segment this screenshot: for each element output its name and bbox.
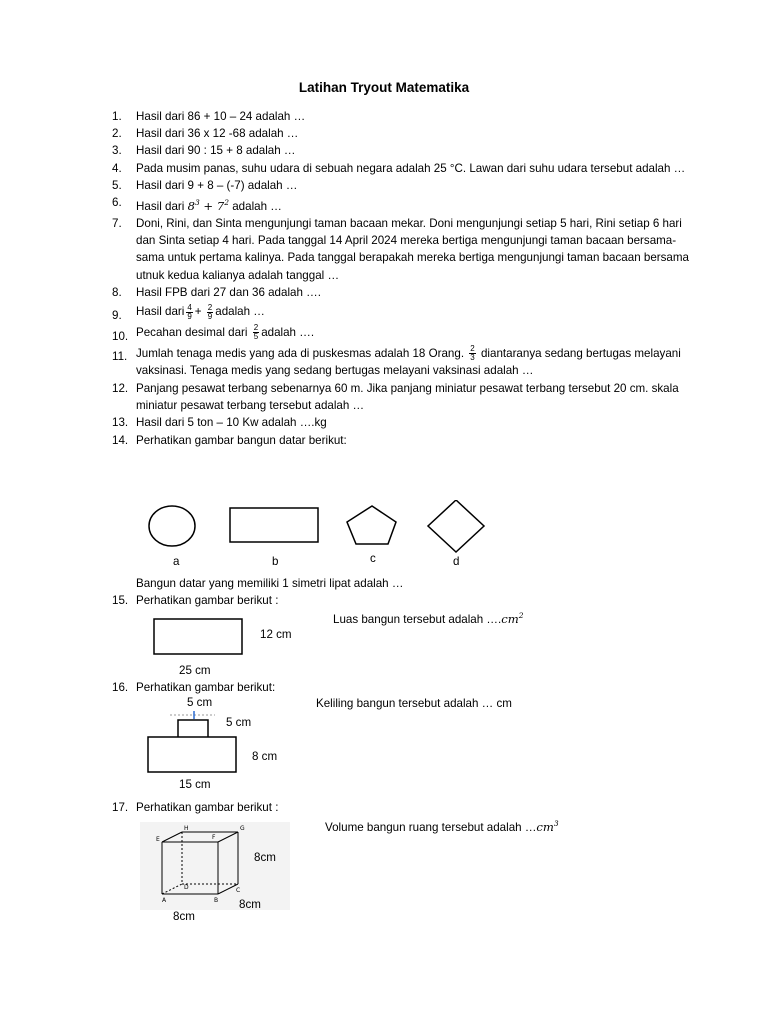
question-text: Hasil dari 5 ton – 10 Kw adalah ….kg bbox=[136, 416, 327, 430]
fraction: $\frac{2}{3}$ bbox=[470, 344, 475, 363]
shape-label-d: d bbox=[453, 555, 460, 568]
question-number: 5. bbox=[112, 178, 122, 192]
question-16-text: Perhatikan gambar berikut: bbox=[136, 681, 276, 694]
rectangle-figure bbox=[150, 615, 250, 660]
question-text: Panjang pesawat terbang sebenarnya 60 m. Jika panjang miniatur pesawat terbang tersebut 20 cm. skala miniatur pesawat terbang tersebut adalah … bbox=[136, 381, 679, 413]
shape-label-b: b bbox=[272, 555, 279, 568]
vertex-H: H bbox=[184, 825, 189, 832]
fraction: $\frac{2}{5}$ bbox=[253, 322, 259, 341]
question-number: 1. bbox=[112, 110, 122, 123]
question-15-text: Perhatikan gambar berikut : bbox=[136, 594, 279, 607]
question-number: 15. bbox=[112, 594, 129, 607]
question-text: Hasil FPB dari 27 dan 36 adalah …. bbox=[136, 285, 321, 299]
rhombus-shape bbox=[428, 500, 484, 552]
question-1 bbox=[112, 108, 692, 125]
question-number: 8. bbox=[112, 285, 122, 299]
top-height-label: 5 cm bbox=[226, 716, 252, 729]
question-text: Hasil dari 86 + 10 – 24 adalah … bbox=[136, 110, 306, 123]
question-15-prompt: Luas bangun tersebut adalah $\dots.cm^2$ bbox=[333, 611, 524, 626]
question-6: 6. Hasil dari $8^3 + 7^2$ adalah … bbox=[112, 196, 282, 213]
question-14 bbox=[112, 432, 692, 449]
vertex-E: E bbox=[156, 836, 160, 843]
rectangle-width-label: 25 cm bbox=[179, 664, 211, 677]
question-text: Hasil dari 90 : 15 + 8 adalah … bbox=[136, 144, 296, 158]
question-number: 13. bbox=[112, 416, 129, 430]
rectangle-height-label: 12 cm bbox=[260, 628, 292, 641]
cube-height-label: 8cm bbox=[254, 851, 276, 864]
question-number: 11. bbox=[112, 349, 128, 363]
question-text: Perhatikan gambar bangun datar berikut: bbox=[136, 433, 347, 447]
question-10: 10. Pecahan desimal dari $\frac{2}{5}$ adalah …. bbox=[112, 324, 692, 341]
question-17-text: Perhatikan gambar berikut : bbox=[136, 801, 279, 814]
fraction: $\frac{4}{9}$ bbox=[187, 302, 192, 321]
cube-depth-label: 8cm bbox=[239, 898, 261, 911]
question-7 bbox=[112, 215, 692, 284]
question-list bbox=[112, 108, 692, 449]
question-4 bbox=[112, 160, 692, 177]
page-title: Latihan Tryout Matematika bbox=[298, 80, 470, 95]
large-rectangle-shape bbox=[148, 737, 236, 772]
question-12 bbox=[112, 380, 692, 414]
question-number: 14. bbox=[112, 433, 129, 447]
question-5 bbox=[112, 177, 692, 194]
top-width-label: 5 cm bbox=[187, 696, 213, 709]
question-number: 7. bbox=[112, 217, 122, 231]
small-rectangle-shape bbox=[178, 720, 208, 737]
question-16-prompt: Keliling bangun tersebut adalah … cm bbox=[316, 697, 512, 710]
shape-label-a: a bbox=[173, 555, 180, 568]
question-number: 2. bbox=[112, 127, 122, 141]
question-11: 11. Jumlah tenaga medis yang ada di puskesmas adalah 18 Orang. $\frac{2}{3}$ diantaranya sedang bertugas melayani vaksinasi. Tenaga medis yang sedang bertugas melayani vaksinasi adalah … bbox=[112, 344, 681, 378]
math-expression: $8^3 + 7^2$ bbox=[187, 198, 229, 213]
plane-shapes-figure bbox=[140, 500, 490, 575]
question-2 bbox=[112, 125, 692, 142]
question-text: Pada musim panas, suhu udara di sebuah negara adalah 25 °C. Lawan dari suhu udara tersebut adalah … bbox=[136, 161, 686, 175]
question-number: 12. bbox=[112, 381, 129, 395]
vertex-G: G bbox=[240, 825, 245, 832]
vertex-F: F bbox=[212, 834, 216, 841]
fraction: $\frac{2}{9}$ bbox=[207, 302, 213, 321]
question-text: Hasil dari 9 + 8 – (-7) adalah … bbox=[136, 178, 298, 192]
question-number: 4. bbox=[112, 161, 122, 175]
question-number: 6. bbox=[112, 196, 122, 210]
shape-label-c: c bbox=[370, 552, 376, 565]
question-text: Doni, Rini, dan Sinta mengunjungi taman bacaan mekar. Doni mengunjungi setiap 5 hari, Rini setiap 6 hari dan Sinta setiap 4 hari. Pada tanggal 14 April 2024 mereka bertiga mengunjungi taman bacaan bersama-sama untuk pertama kalinya. Pada tanggal berapakah mereka bertiga mengunjungi taman bacaan bersama utnuk kedua kalianya adalah tanggal … bbox=[136, 217, 689, 282]
question-number: 3. bbox=[112, 144, 122, 158]
question-text: Hasil dari 36 x 12 -68 adalah … bbox=[136, 127, 299, 141]
vertex-A: A bbox=[162, 897, 167, 904]
vertex-D: D bbox=[184, 884, 189, 891]
question-9: 9. Hasil dari $\frac{4}{9}$ + $\frac{2}{9}$ adalah … bbox=[112, 303, 692, 320]
pentagon-shape bbox=[347, 506, 396, 544]
question-number: 10. bbox=[112, 329, 129, 343]
right-height-label: 8 cm bbox=[252, 750, 278, 763]
rectangle-shape bbox=[230, 508, 318, 542]
bottom-width-label: 15 cm bbox=[179, 778, 211, 791]
question-number: 16. bbox=[112, 681, 129, 694]
rectangle-shape bbox=[154, 619, 242, 654]
vertex-C: C bbox=[236, 887, 241, 894]
vertex-B: B bbox=[214, 897, 219, 904]
question-number: 9. bbox=[112, 309, 122, 323]
question-text: Hasil dari bbox=[136, 199, 185, 213]
question-17-prompt: Volume bangun ruang tersebut adalah $\dots cm^3$ bbox=[325, 819, 559, 834]
question-14-prompt: Bangun datar yang memiliki 1 simetri lipat adalah … bbox=[136, 577, 404, 590]
question-3 bbox=[112, 142, 692, 159]
question-8 bbox=[112, 284, 692, 301]
question-number: 17. bbox=[112, 801, 129, 814]
cube-figure bbox=[140, 822, 290, 910]
question-13 bbox=[112, 414, 692, 431]
circle-shape bbox=[149, 506, 195, 546]
cube-width-label: 8cm bbox=[173, 910, 195, 923]
